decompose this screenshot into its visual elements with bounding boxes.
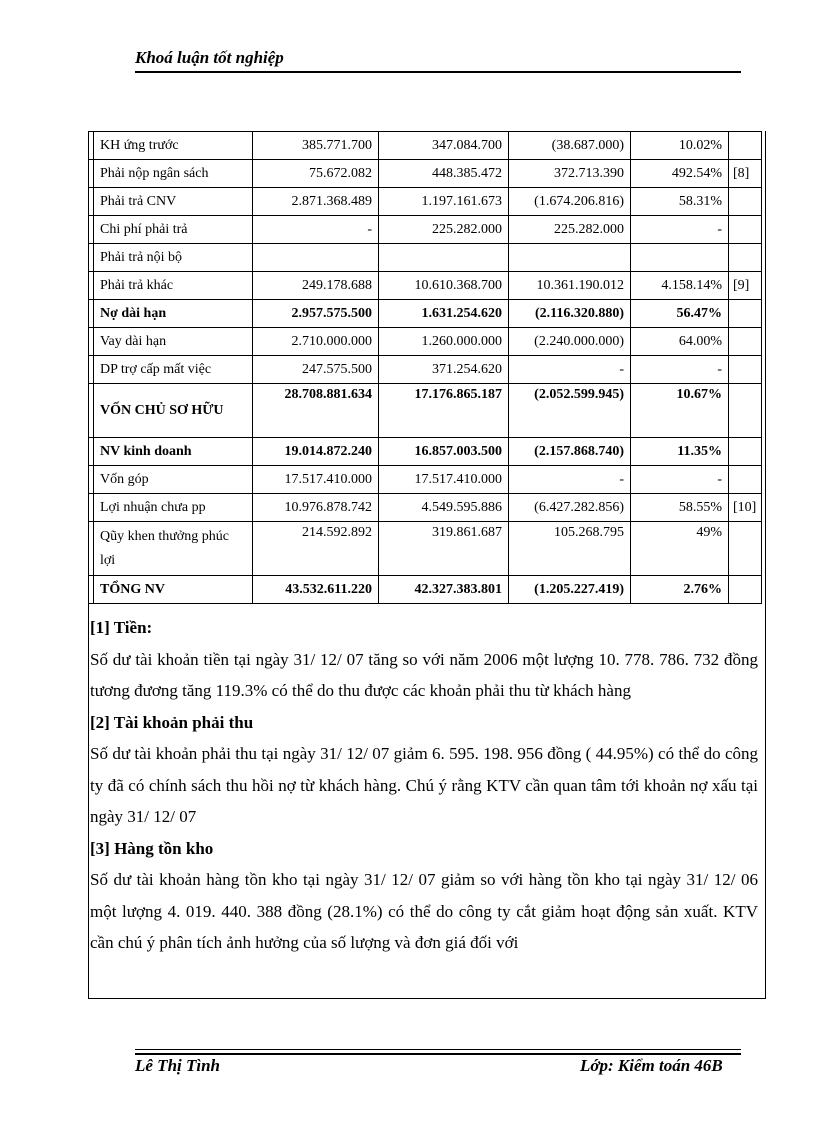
value-percent: 492.54%	[631, 160, 729, 188]
value-percent: -	[631, 466, 729, 494]
value-percent: 2.76%	[631, 576, 729, 604]
financial-table	[88, 131, 762, 604]
header-title: Khoá luận tốt nghiệp	[135, 48, 284, 67]
note-2-heading: [2] Tài khoản phải thu	[90, 712, 254, 732]
value-2007: 225.282.000	[379, 216, 509, 244]
value-percent: 11.35%	[631, 438, 729, 466]
row-label: Nợ dài hạn	[94, 300, 253, 328]
value-2007	[379, 244, 509, 272]
value-percent: -	[631, 356, 729, 384]
value-2007: 1.631.254.620	[379, 300, 509, 328]
value-2006: 214.592.892	[253, 522, 379, 576]
value-percent: -	[631, 216, 729, 244]
note-ref: [10]	[729, 494, 762, 522]
value-2007: 42.327.383.801	[379, 576, 509, 604]
table-row	[89, 356, 762, 384]
note-ref	[729, 216, 762, 244]
value-change: (38.687.000)	[509, 132, 631, 160]
value-2006: 17.517.410.000	[253, 466, 379, 494]
value-2007: 319.861.687	[379, 522, 509, 576]
value-change: -	[509, 356, 631, 384]
note-ref	[729, 328, 762, 356]
row-label: Chi phí phải trả	[94, 216, 253, 244]
table-row	[89, 466, 762, 494]
value-percent: 4.158.14%	[631, 272, 729, 300]
table-row	[89, 576, 762, 604]
footer-rule	[135, 1049, 741, 1050]
footer-rule-thick	[135, 1053, 741, 1055]
value-change: 225.282.000	[509, 216, 631, 244]
value-percent: 10.02%	[631, 132, 729, 160]
value-change: (2.116.320.880)	[509, 300, 631, 328]
value-2007: 17.517.410.000	[379, 466, 509, 494]
note-ref: [9]	[729, 272, 762, 300]
value-2006: 249.178.688	[253, 272, 379, 300]
note-ref	[729, 132, 762, 160]
value-2006: -	[253, 216, 379, 244]
notes-section	[90, 612, 758, 959]
value-percent: 58.31%	[631, 188, 729, 216]
value-percent: 58.55%	[631, 494, 729, 522]
value-2006: 75.672.082	[253, 160, 379, 188]
value-2006: 28.708.881.634	[253, 384, 379, 438]
value-change: (1.205.227.419)	[509, 576, 631, 604]
financial-table-body	[89, 132, 762, 604]
row-label: Vốn góp	[94, 466, 253, 494]
value-2007: 1.197.161.673	[379, 188, 509, 216]
row-label: Phải nộp ngân sách	[94, 160, 253, 188]
value-percent: 64.00%	[631, 328, 729, 356]
footer-author: Lê Thị Tình	[135, 1056, 221, 1075]
value-2006	[253, 244, 379, 272]
table-row	[89, 494, 762, 522]
value-change: (2.052.599.945)	[509, 384, 631, 438]
value-2006: 2.957.575.500	[253, 300, 379, 328]
row-label: Vay dài hạn	[94, 328, 253, 356]
row-label: TỔNG NV	[94, 576, 253, 604]
table-row	[89, 384, 762, 438]
value-2006: 2.871.368.489	[253, 188, 379, 216]
footer-class: Lớp: Kiểm toán 46B	[580, 1056, 723, 1075]
note-3-heading: [3] Hàng tồn kho	[90, 838, 214, 858]
row-label: Phải trả khác	[94, 272, 253, 300]
value-change	[509, 244, 631, 272]
note-ref	[729, 188, 762, 216]
value-change: (1.674.206.816)	[509, 188, 631, 216]
value-2007: 347.084.700	[379, 132, 509, 160]
value-percent: 10.67%	[631, 384, 729, 438]
row-label: NV kinh doanh	[94, 438, 253, 466]
note-ref: [8]	[729, 160, 762, 188]
value-2007: 1.260.000.000	[379, 328, 509, 356]
table-row	[89, 132, 762, 160]
table-row	[89, 188, 762, 216]
value-2007: 371.254.620	[379, 356, 509, 384]
value-2007: 448.385.472	[379, 160, 509, 188]
value-change: (2.240.000.000)	[509, 328, 631, 356]
note-1-heading: [1] Tiền:	[90, 618, 153, 637]
value-change: 372.713.390	[509, 160, 631, 188]
value-change: 105.268.795	[509, 522, 631, 576]
value-change: 10.361.190.012	[509, 272, 631, 300]
table-row	[89, 244, 762, 272]
row-label: KH ứng trước	[94, 132, 253, 160]
value-change: (2.157.868.740)	[509, 438, 631, 466]
value-2006: 2.710.000.000	[253, 328, 379, 356]
row-label: Qũy khen thưởng phúc lợi	[94, 522, 253, 576]
note-ref	[729, 438, 762, 466]
row-label: Phải trả CNV	[94, 188, 253, 216]
note-ref	[729, 244, 762, 272]
row-label: VỐN CHỦ SƠ HỮU	[94, 384, 253, 438]
value-2006: 19.014.872.240	[253, 438, 379, 466]
note-ref	[729, 576, 762, 604]
value-percent: 56.47%	[631, 300, 729, 328]
value-change: (6.427.282.856)	[509, 494, 631, 522]
value-2006: 10.976.878.742	[253, 494, 379, 522]
value-percent	[631, 244, 729, 272]
value-2006: 385.771.700	[253, 132, 379, 160]
note-ref	[729, 384, 762, 438]
row-label: Phải trả nội bộ	[94, 244, 253, 272]
value-2006: 43.532.611.220	[253, 576, 379, 604]
note-2-text: Số dư tài khoản phải thu tại ngày 31/ 12/ 07 giảm 6. 595. 198. 956 đồng ( 44.95%) có thể do công ty đã có chính sách thu hồi nợ từ khách hàng. Chú ý rằng KTV cần quan tâm tới khoản nợ xấu tại ngày 31/ 12/ 07	[90, 744, 758, 826]
row-label: Lợi nhuận chưa pp	[94, 494, 253, 522]
note-1-text: Số dư tài khoản tiền tại ngày 31/ 12/ 07 tăng so với năm 2006 một lượng 10. 778. 786. 732 đồng tương đương tăng 119.3% có thể do thu được các khoản phải thu từ khách hàng	[90, 649, 758, 700]
value-2007: 16.857.003.500	[379, 438, 509, 466]
value-percent: 49%	[631, 522, 729, 576]
table-row	[89, 216, 762, 244]
value-2007: 4.549.595.886	[379, 494, 509, 522]
value-2006: 247.575.500	[253, 356, 379, 384]
header-rule	[135, 71, 741, 73]
value-2007: 17.176.865.187	[379, 384, 509, 438]
note-ref	[729, 522, 762, 576]
table-row	[89, 438, 762, 466]
note-3-text: Số dư tài khoản hàng tồn kho tại ngày 31/ 12/ 07 giảm so với hàng tồn kho tại ngày 31/ 12/ 06 một lượng 4. 019. 440. 388 đồng (28.1%) có thể do công ty cắt giảm hoạt động sản xuất. KTV cần chú ý phân tích ảnh hưởng của số lượng và đơn giá đối với	[90, 870, 758, 952]
row-label: DP trợ cấp mất việc	[94, 356, 253, 384]
table-row	[89, 522, 762, 576]
note-ref	[729, 356, 762, 384]
table-row	[89, 160, 762, 188]
note-ref	[729, 466, 762, 494]
note-ref	[729, 300, 762, 328]
value-2007: 10.610.368.700	[379, 272, 509, 300]
table-row	[89, 328, 762, 356]
table-row	[89, 272, 762, 300]
table-row	[89, 300, 762, 328]
value-change: -	[509, 466, 631, 494]
